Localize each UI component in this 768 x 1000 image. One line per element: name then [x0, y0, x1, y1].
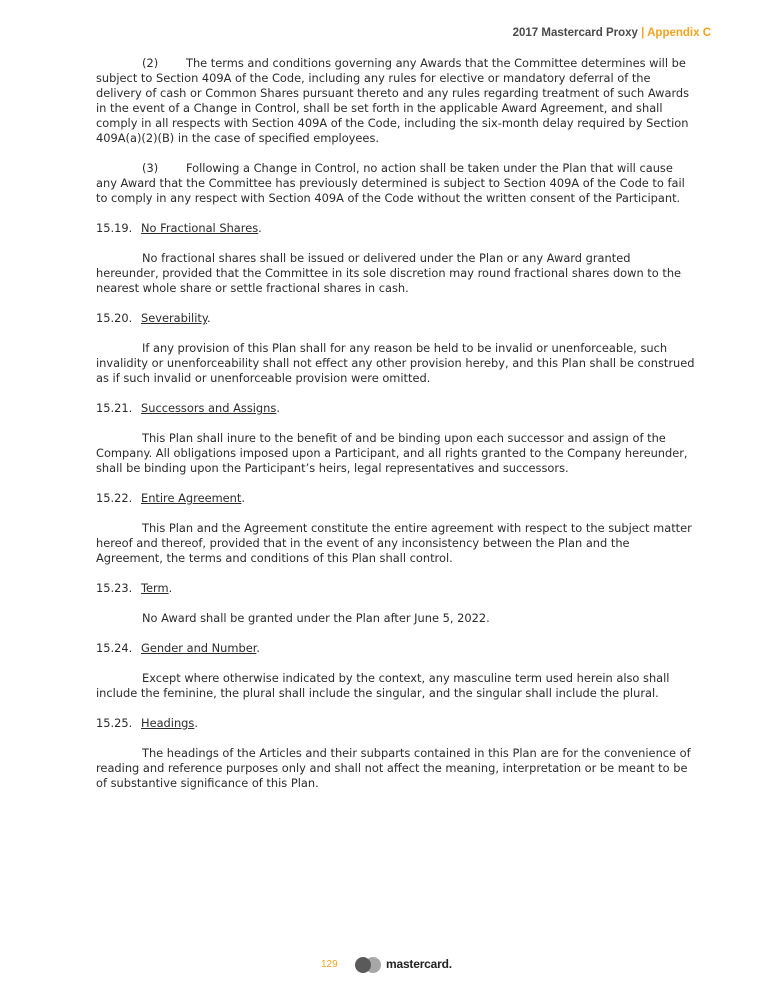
- section-title: Entire Agreement: [141, 491, 242, 505]
- section-heading-15-24: 15.24. Gender and Number.: [96, 641, 260, 655]
- section-title: No Fractional Shares: [141, 221, 259, 235]
- page-header: [513, 27, 711, 39]
- paragraph-3-number: (3): [142, 161, 159, 175]
- section-heading-15-22: 15.22. Entire Agreement.: [96, 491, 245, 505]
- section-title: Headings: [141, 716, 195, 730]
- document-body: [96, 56, 696, 806]
- section-body-15-23: No Award shall be granted under the Plan after June 5, 2022.: [142, 611, 490, 625]
- section-heading-15-21: 15.21. Successors and Assigns.: [96, 401, 280, 415]
- section-number: 15.22.: [96, 491, 133, 505]
- section-body-15-25: The headings of the Articles and their subparts contained in this Plan are for the convenience of reading and reference purposes only and shall not affect the meaning, interpretation or be meant to be of substantive significance of this Plan.: [96, 746, 691, 790]
- paragraph-3-text: Following a Change in Control, no action shall be taken under the Plan that will cause any Award that the Committee has previously determined is subject to Section 409A of the Code to fail to comply in any respect with Section 409A of the Code without the written consent of the Participant.: [96, 161, 685, 205]
- section-number: 15.19.: [96, 221, 133, 235]
- section-number: 15.21.: [96, 401, 133, 415]
- section-heading-15-23: 15.23. Term.: [96, 581, 173, 595]
- section-number: 15.20.: [96, 311, 133, 325]
- header-separator: |: [637, 27, 648, 39]
- page-footer: [0, 956, 768, 976]
- section-title: Successors and Assigns: [141, 401, 277, 415]
- header-doc-title: 2017 Mastercard Proxy: [512, 27, 638, 39]
- page-number: 129: [321, 959, 338, 970]
- section-body-15-24: Except where otherwise indicated by the context, any masculine term used herein also shall include the feminine, the plural shall include the singular, and the singular shall include the plural.: [96, 671, 670, 700]
- mastercard-logo-icon: [352, 956, 384, 974]
- section-number: 15.24.: [96, 641, 133, 655]
- paragraph-2: [96, 56, 696, 146]
- section-title: Gender and Number: [141, 641, 257, 655]
- section-title: Term: [141, 581, 169, 595]
- paragraph-3: [96, 161, 696, 206]
- section-title: Severability: [141, 311, 207, 325]
- brand-wordmark: mastercard.: [386, 957, 452, 971]
- paragraph-2-number: (2): [142, 56, 159, 70]
- paragraph-2-text: The terms and conditions governing any Awards that the Committee determines will be subject to Section 409A of the Code, including any rules for elective or mandatory deferral of the delivery of cash or Common Shares pursuant thereto and any rules regarding treatment of such Awards in the event of a Change in Control, shall be set forth in the applicable Award Agreement, and shall comply in all respects with Section 409A of the Code, including the six-month delay required by Section 409A(a)(2)(B) in the case of specified employees.: [96, 56, 690, 145]
- section-body-15-22: This Plan and the Agreement constitute the entire agreement with respect to the subject matter hereof and thereof, provided that in the event of any inconsistency between the Plan and the Agreement, the terms and conditions of this Plan shall control.: [96, 521, 692, 565]
- section-number: 15.23.: [96, 581, 133, 595]
- section-heading-15-25: 15.25. Headings.: [96, 716, 198, 730]
- section-heading-15-20: 15.20. Severability.: [96, 311, 211, 325]
- header-section: Appendix C: [647, 27, 711, 39]
- section-body-15-19: No fractional shares shall be issued or delivered under the Plan or any Award granted hereunder, provided that the Committee in its sole discretion may round fractional shares down to the nearest whole share or settle fractional shares in cash.: [96, 251, 682, 295]
- section-heading-15-19: 15.19. No Fractional Shares.: [96, 221, 262, 235]
- section-body-15-20: If any provision of this Plan shall for any reason be held to be invalid or unenforceable, such invalidity or unenforceability shall not effect any other provision hereby, and this Plan shall be construed as if such invalid or unenforceable provision were omitted.: [96, 341, 695, 385]
- section-body-15-21: This Plan shall inure to the benefit of and be binding upon each successor and assign of the Company. All obligations imposed upon a Participant, and all rights granted to the Company hereunder, shall be binding upon the Participant’s heirs, legal representatives and successors.: [96, 431, 688, 475]
- section-number: 15.25.: [96, 716, 133, 730]
